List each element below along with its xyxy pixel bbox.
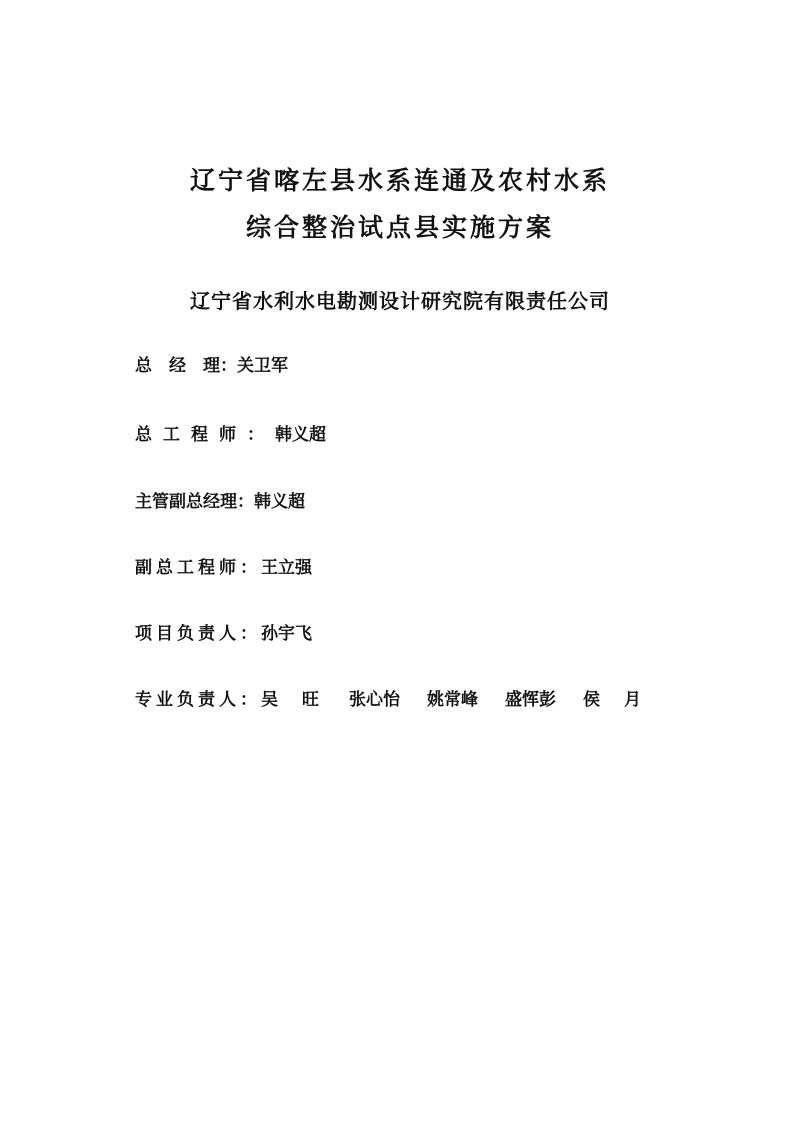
vice-general-manager-row xyxy=(135,490,305,514)
chief-engineer-name: 韩义超 xyxy=(275,425,326,445)
project-manager-name: 孙宇飞 xyxy=(261,624,312,644)
project-manager-row xyxy=(135,622,312,646)
document-title-line-1: 辽宁省喀左县水系连通及农村水系 xyxy=(189,166,610,195)
deputy-chief-engineer-label: 副总工程师： xyxy=(135,558,261,578)
specialty-leads-row xyxy=(135,688,671,712)
vice-general-manager-name: 韩义超 xyxy=(254,492,305,512)
organization-name: 辽宁省水利水电勘测设计研究院有限责任公司 xyxy=(190,289,610,313)
specialty-lead-name: 盛恽彭 xyxy=(505,690,556,710)
chief-engineer-label: 总工程师： xyxy=(135,425,275,445)
general-manager-row xyxy=(135,354,288,378)
general-manager-name: 关卫军 xyxy=(237,356,288,376)
specialty-lead-name: 张心怡 xyxy=(349,690,400,710)
specialty-lead-name: 吴旺 xyxy=(261,690,343,710)
general-manager-label: 总 经 理： xyxy=(135,356,237,376)
document-title-line-2: 综合整治试点县实施方案 xyxy=(245,213,554,242)
vice-general-manager-label: 主管副总经理： xyxy=(135,492,254,512)
project-manager-label: 项目负责人： xyxy=(135,624,261,644)
specialty-leads-label: 专业负责人： xyxy=(135,690,261,710)
specialty-lead-name: 姚常峰 xyxy=(427,690,478,710)
deputy-chief-engineer-row xyxy=(135,556,312,580)
specialty-lead-name: 侯月 xyxy=(583,690,665,710)
deputy-chief-engineer-name: 王立强 xyxy=(261,558,312,578)
chief-engineer-row xyxy=(135,423,326,447)
specialty-leads-names xyxy=(261,688,671,712)
